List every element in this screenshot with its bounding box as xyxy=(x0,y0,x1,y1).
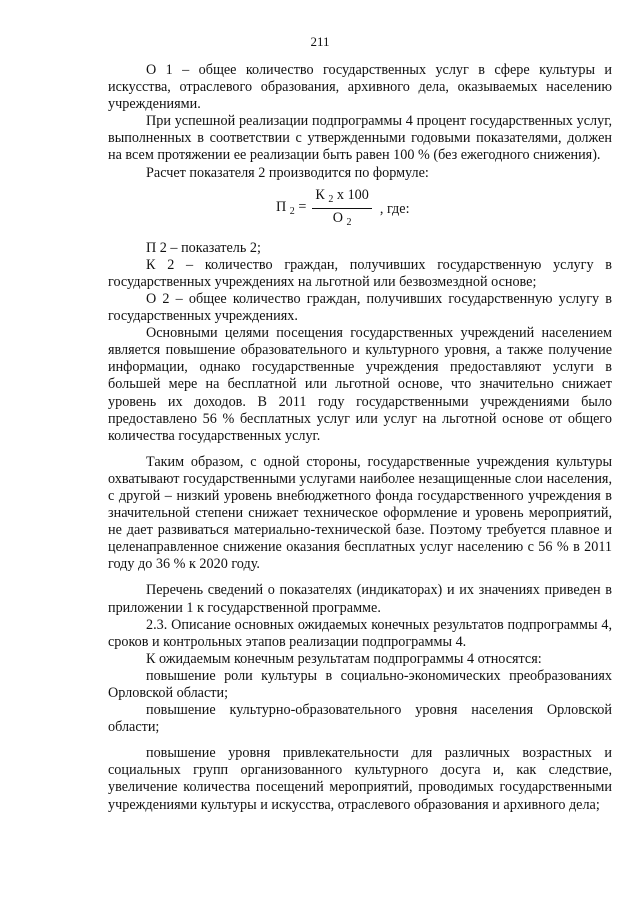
formula-den-sub: 2 xyxy=(346,217,352,229)
formula-lhs-letter: П xyxy=(276,199,287,216)
paragraph-expected-results-intro: К ожидаемым конечным результатам подпрограммы 4 относятся: xyxy=(146,650,542,667)
formula-num-letter: К xyxy=(315,187,325,204)
list-item-culture-role: повышение роли культуры в социально-экономических преобразованиях Орловской области; xyxy=(108,667,612,701)
formula-num-sub: 2 xyxy=(328,194,334,206)
paragraph-o1-definition: О 1 – общее количество государственных услуг в сфере культуры и искусства, отраслевого образования, архивного дела, оказываемых населению учреждениями. xyxy=(108,62,612,113)
paragraph-k2-definition: К 2 – количество граждан, получивших государственную услугу в государственных учреждениях на льготной или безвозмездной основе; xyxy=(108,256,612,290)
formula-num-rest: х 100 xyxy=(336,187,369,204)
list-item-education-level: повышение культурно-образовательного уровня населения Орловской области; xyxy=(108,702,612,736)
formula-fraction xyxy=(312,187,371,232)
paragraph-o2-definition: О 2 – общее количество граждан, получивших государственную услугу в государственных учреждениях. xyxy=(108,290,612,325)
formula-denominator xyxy=(333,209,352,232)
formula-lhs-sub: 2 xyxy=(289,206,295,218)
paragraph-p2-definition: П 2 – показатель 2; xyxy=(146,239,261,256)
formula-tail: , где: xyxy=(379,201,410,218)
paragraph-success-condition: При успешной реализации подпрограммы 4 процент государственных услуг, выполненных в соответствии с утвержденными годовыми показателями, должен на всем протяжении ее реализации быть равен 100 % (без ежегодного снижения). xyxy=(108,113,612,164)
paragraph-indicators-list: Перечень сведений о показателях (индикаторах) и их значениях приведен в приложении 1 к государственной программе. xyxy=(108,582,612,616)
formula-numerator xyxy=(312,187,371,209)
paragraph-formula-intro: Расчет показателя 2 производится по формуле: xyxy=(146,164,429,181)
formula-p2 xyxy=(108,187,612,230)
document-body xyxy=(108,62,612,814)
formula-equals: = xyxy=(298,199,307,216)
section-heading-2-3: 2.3. Описание основных ожидаемых конечных результатов подпрограммы 4, сроков и контрольных этапов реализации подпрограммы 4. xyxy=(108,616,612,650)
formula-lhs xyxy=(276,199,306,220)
list-item-attractiveness: повышение уровня привлекательности для различных возрастных и социальных групп организованного культурного досуга и, как следствие, увеличение количества посещений мероприятий, проводимых государственными учреждениями культуры и искусства, отраслевого образования и архивного дела; xyxy=(108,745,612,813)
paragraph-visit-goals: Основными целями посещения государственных учреждений населением является повышение образовательного и культурного уровня, а также получение информации, однако государственные учреждения предоставляют услуги в большей мере на бесплатной или льготной основе, что значительно снижает уровень их доходов. В 2011 году государственными учреждениями было предоставлено 56 % бесплатных услуг или услуг на льготной основе от общего количества государственных услуг. xyxy=(108,325,612,444)
page-number: 211 xyxy=(310,34,330,49)
formula-den-letter: О xyxy=(332,210,343,227)
paragraph-conclusion: Таким образом, с одной стороны, государственные учреждения культуры охватывают государственными услугами наиболее незащищенные слои населения, с другой – низкий уровень внебюджетного фонда государственного учреждения в значительной степени снижает техническое оформление и уровень мероприятий, не дает развиваться материально-технической базе. Поэтому требуется плавное и целенаправленное снижение оказания бесплатных услуг населению с 56 % в 2011 году до 36 % к 2020 году. xyxy=(108,453,612,573)
